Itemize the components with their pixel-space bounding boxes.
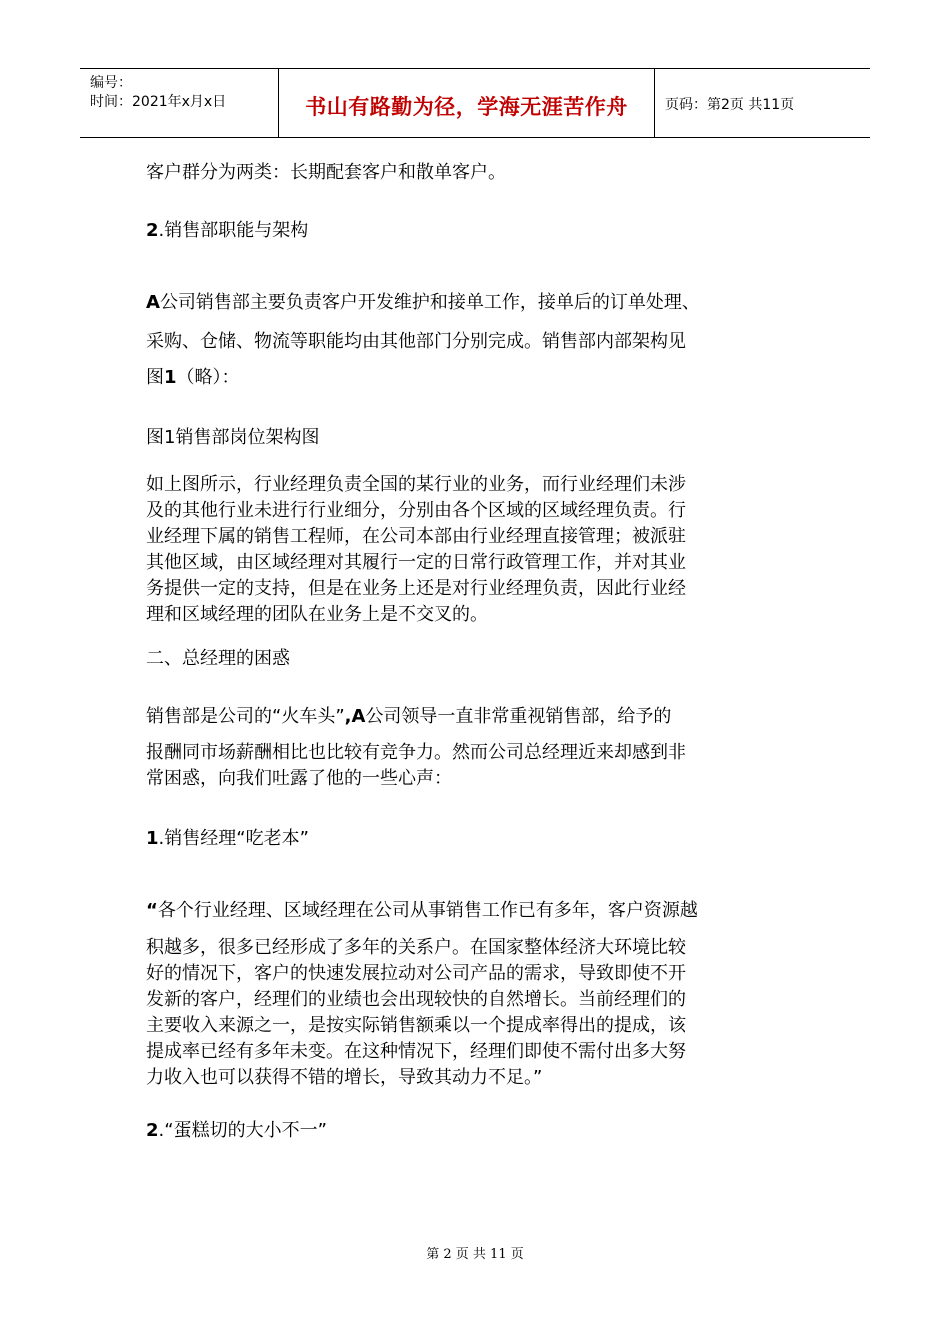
document-number-label: 编号： <box>90 75 132 91</box>
paragraph-structure-line-2: 及的其他行业未进行行业细分，分别由各个区域的区域经理负责。行 <box>146 500 686 521</box>
heading-text: .销售部职能与架构 <box>158 220 309 241</box>
paragraph-structure-line-6: 理和区域经理的团队在业务上是不交叉的。 <box>146 604 488 625</box>
header-motto: 书山有路勤为径，学海无涯苦作舟 <box>305 94 628 119</box>
paragraph-structure-line-3: 业经理下属的销售工程师，在公司本部由行业经理直接管理；被派驻 <box>146 526 686 547</box>
paragraph-sales-dept-line-2: 采购、仓储、物流等职能均由其他部门分别完成。销售部内部架构见 <box>146 331 686 352</box>
paragraph-gm-line-2: 报酬同市场薪酬相比也比较有竞争力。然而公司总经理近来却感到非 <box>146 742 686 763</box>
quote-line-1 <box>146 898 698 924</box>
bold-open-quote: “ <box>146 900 158 921</box>
paragraph-gm-line-3: 常困惑，向我们吐露了他的一些心声： <box>146 768 452 789</box>
text-run: 各个行业经理、区域经理在公司从事销售工作已有多年，客户资源越 <box>157 900 698 921</box>
bold-figure-number: 1 <box>164 367 177 388</box>
text-run: 图 <box>146 367 164 388</box>
heading-number: 1 <box>146 828 159 849</box>
header-page-label: 页码：第2页 共11页 <box>665 97 795 113</box>
bold-letter-a: A <box>146 292 160 313</box>
heading-sales-dept-functions <box>146 218 308 244</box>
quote-line-3: 好的情况下，客户的快速发展拉动对公司产品的需求，导致即使不开 <box>146 963 686 984</box>
paragraph-sales-dept-line-1 <box>146 290 700 316</box>
heading-cake-cut-uneven <box>146 1118 327 1144</box>
bold-company-a: ,A <box>344 706 366 727</box>
text-run: 销售部是公司的“火车头” <box>146 706 345 727</box>
paragraph-structure-line-5: 务提供一定的支持，但是在业务上还是对行业经理负责，因此行业经 <box>146 578 686 599</box>
heading-text: .“蛋糕切的大小不一” <box>158 1120 327 1141</box>
text-run: 公司销售部主要负责客户开发维护和接单工作，接单后的订单处理、 <box>159 292 700 313</box>
quote-line-2: 积越多，很多已经形成了多年的关系户。在国家整体经济大环境比较 <box>146 937 686 958</box>
heading-sales-manager-complacency <box>146 826 309 852</box>
quote-line-6: 提成率已经有多年未变。在这种情况下，经理们即使不需付出多大努 <box>146 1041 686 1062</box>
page-footer: 第 2 页 共 11 页 <box>426 1247 524 1262</box>
quote-line-4: 发新的客户，经理们的业绩也会出现较快的自然增长。当前经理们的 <box>146 989 686 1010</box>
quote-line-5: 主要收入来源之一，是按实际销售额乘以一个提成率得出的提成，该 <box>146 1015 686 1036</box>
section-heading-gm-confusion: 二、总经理的困惑 <box>146 648 290 669</box>
header-right-cell <box>655 69 870 137</box>
quote-line-7: 力收入也可以获得不错的增长，导致其动力不足。” <box>146 1067 543 1088</box>
header-left-cell <box>80 69 279 137</box>
heading-text: .销售经理“吃老本” <box>158 828 309 849</box>
paragraph-customer-groups: 客户群分为两类：长期配套客户和散单客户。 <box>146 162 506 183</box>
figure-caption: 图1销售部岗位架构图 <box>146 427 320 448</box>
paragraph-structure-line-1: 如上图所示，行业经理负责全国的某行业的业务，而行业经理们未涉 <box>146 474 686 495</box>
document-date-label: 时间：2021年x月x日 <box>90 94 227 110</box>
text-run: （略）： <box>176 367 240 388</box>
paragraph-sales-dept-line-3 <box>146 365 240 391</box>
paragraph-gm-line-1 <box>146 704 671 730</box>
heading-number: 2 <box>146 220 159 241</box>
heading-number: 2 <box>146 1120 159 1141</box>
text-run: 公司领导一直非常重视销售部，给予的 <box>365 706 672 727</box>
header-center-cell <box>279 69 655 137</box>
paragraph-structure-line-4: 其他区域，由区域经理对其履行一定的日常行政管理工作，并对其业 <box>146 552 686 573</box>
header-table <box>80 68 870 138</box>
